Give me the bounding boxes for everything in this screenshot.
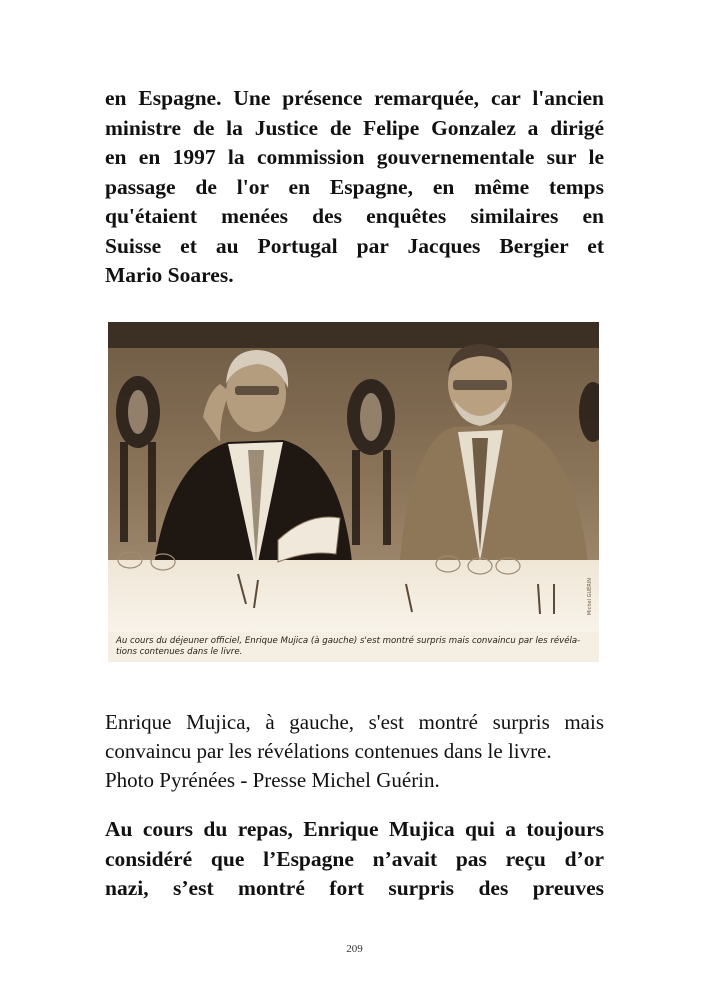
paragraph-repas bbox=[105, 815, 604, 904]
text-line: Enrique Mujica, à gauche, s'est montré surpris mais bbox=[105, 710, 604, 734]
text-line: nazi, s’est montré fort surpris des preuves bbox=[105, 876, 604, 900]
photo-image bbox=[108, 322, 599, 632]
text-line: qu'étaient menées des enquêtes similaires en bbox=[105, 204, 604, 228]
text-line: considéré que l’Espagne n’avait pas reçu d’or bbox=[105, 846, 604, 871]
photo-description bbox=[105, 708, 604, 795]
photo-caption bbox=[116, 636, 586, 658]
photo-credit: Michel GUÉRIN bbox=[587, 578, 593, 616]
caption-line: tions contenues dans le livre. bbox=[116, 647, 243, 657]
newspaper-photo bbox=[108, 322, 599, 662]
text-line: convaincu par les révélations contenues dans le livre. bbox=[105, 739, 552, 763]
page-number: 209 bbox=[346, 943, 363, 955]
text-line: Suisse et au Portugal par Jacques Bergier et bbox=[105, 233, 604, 258]
text-line: Au cours du repas, Enrique Mujica qui a toujours bbox=[105, 817, 604, 841]
text-line: en en 1997 la commission gouvernementale sur le bbox=[105, 145, 604, 169]
caption-line: Au cours du déjeuner officiel, Enrique Mujica (à gauche) s'est montré surpris mais convaincu par les révéla- bbox=[116, 636, 581, 646]
text-line: Photo Pyrénées - Presse Michel Guérin. bbox=[105, 768, 440, 792]
text-line: Mario Soares. bbox=[105, 263, 234, 287]
text-line: ministre de la Justice de Felipe Gonzalez a dirigé bbox=[105, 115, 604, 140]
paragraph-intro bbox=[105, 84, 604, 291]
text-line: en Espagne. Une présence remarquée, car l'ancien bbox=[105, 86, 604, 110]
text-line: passage de l'or en Espagne, en même temps bbox=[105, 174, 604, 199]
